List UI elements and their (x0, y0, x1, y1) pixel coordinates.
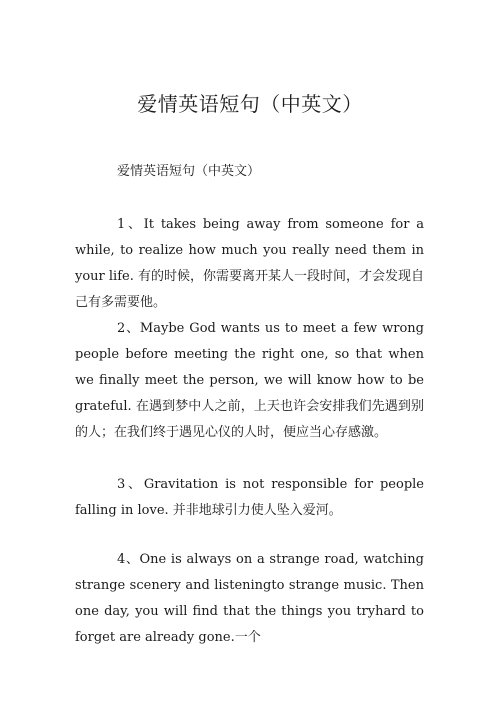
document-subtitle: 爱情英语短句（中英文） (117, 164, 261, 179)
paragraph-2: 2、Maybe God wants us to meet a few wrong people before meeting the right one, so that when we finally meet the person, we will know how to be grateful. 在遇到梦中人之前，上天也许会安排我们先遇到别的人；在我们终于遇见心仪的人时，便应当心存感激。 (75, 321, 424, 440)
paragraph-4: 4、One is always on a strange road, watching strange scenery and listeningto strange music. Then one day, you will find that the things you tryhard to forget are already gone.一个 (75, 552, 424, 645)
paragraph-3: 3、Gravitation is not responsible for people falling in love. 并非地球引力使人坠入爱河。 (75, 477, 424, 518)
document-title: 爱情英语短句（中英文） (137, 92, 363, 116)
paragraph-1: 1、It takes being away from someone for a while, to realize how much you really need them in your life. 有的时候，你需要离开某人一段时间，才会发现自己有多需要他。 (75, 217, 424, 310)
